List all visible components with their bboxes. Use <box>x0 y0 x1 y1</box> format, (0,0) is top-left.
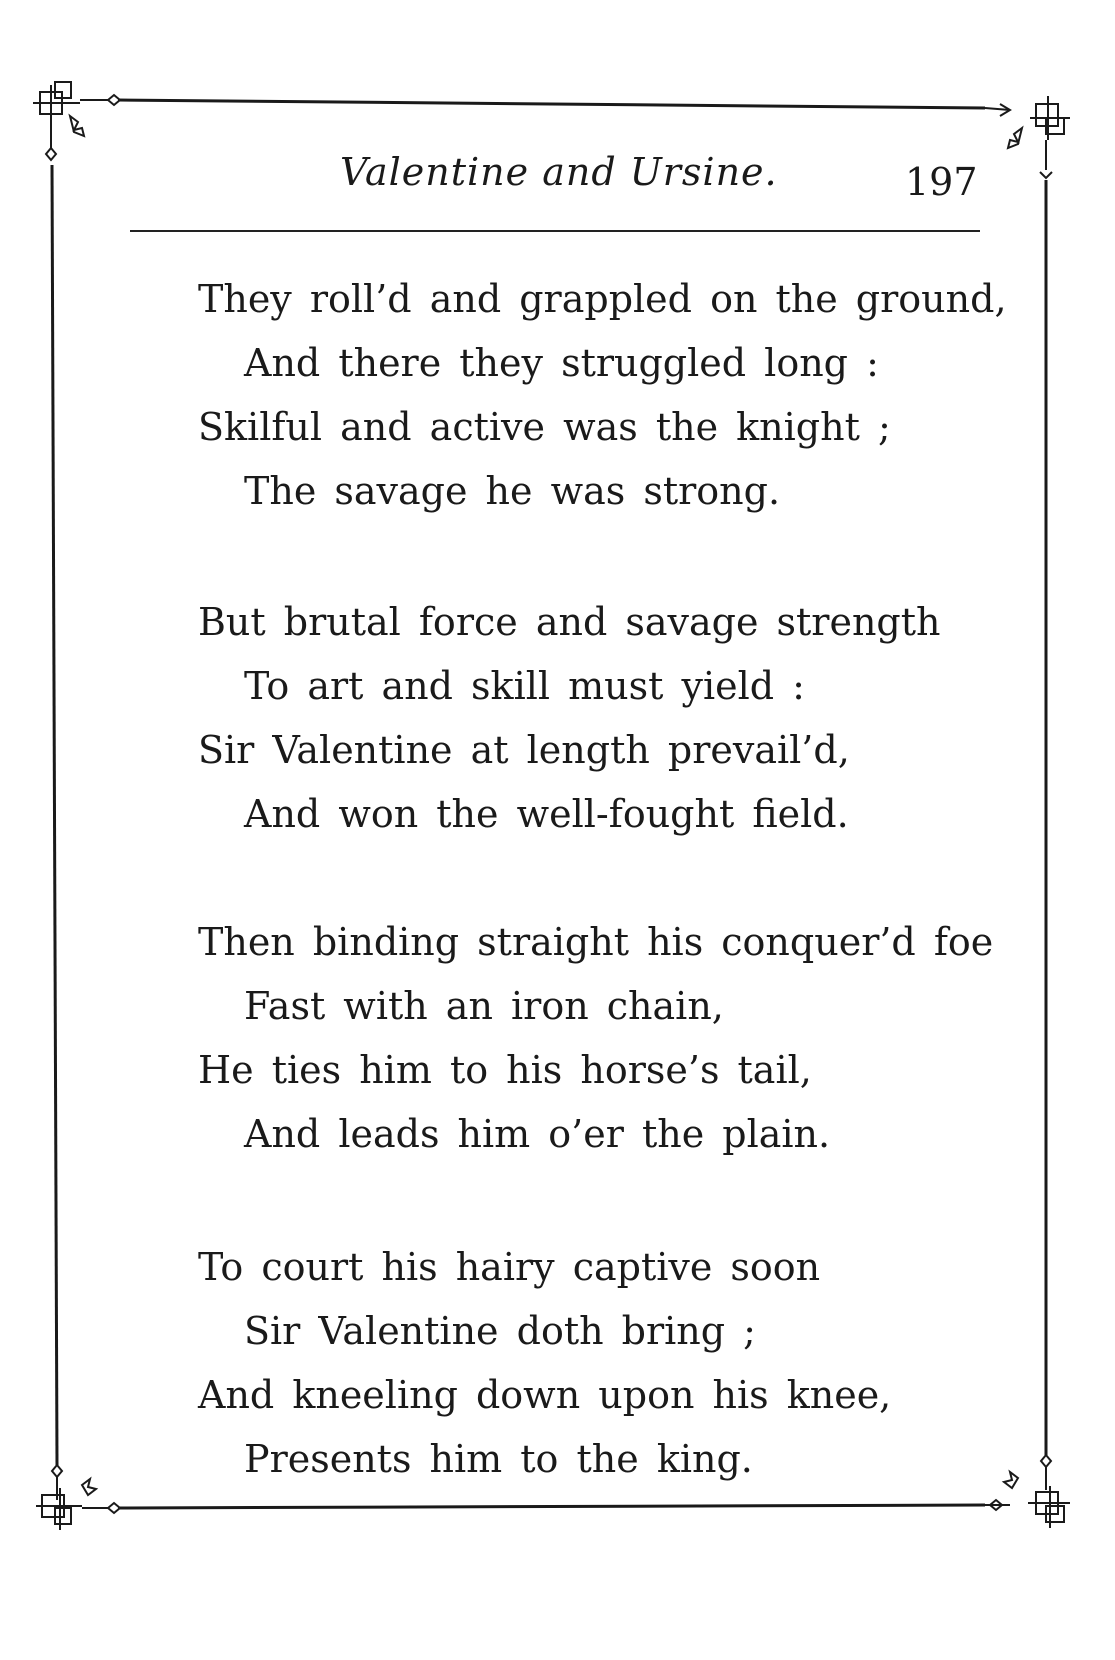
poem-line: And leads him o’er the plain. <box>244 1112 831 1156</box>
poem-line: Sir Valentine doth bring ; <box>244 1309 756 1353</box>
poem-line: And there they struggled long : <box>244 341 879 385</box>
page-number: 197 <box>905 160 978 204</box>
poem-line: To court his hairy captive soon <box>198 1245 821 1289</box>
poem-line: Skilful and active was the knight ; <box>198 405 891 449</box>
poem-line: He ties him to his horse’s tail, <box>198 1048 812 1092</box>
stanza <box>198 1235 998 1491</box>
poem-line: Presents him to the king. <box>244 1437 753 1481</box>
poem-line: And kneeling down upon his knee, <box>198 1373 892 1417</box>
poem-line: Sir Valentine at length prevail’d, <box>198 728 850 772</box>
poem-line: And won the well-fought field. <box>244 792 849 836</box>
poem-line: But brutal force and savage strength <box>198 600 941 644</box>
poem-line: To art and skill must yield : <box>244 664 805 708</box>
stanza <box>198 910 998 1166</box>
poem-line: Then binding straight his conquer’d foe <box>198 920 994 964</box>
stanza <box>198 590 998 846</box>
stanza <box>198 267 1007 523</box>
running-title: Valentine and Ursine. <box>340 150 778 194</box>
poem-line: Fast with an iron chain, <box>244 984 724 1028</box>
poem-line: The savage he was strong. <box>244 469 781 513</box>
poem-line: They roll’d and grappled on the ground, <box>198 277 1007 321</box>
